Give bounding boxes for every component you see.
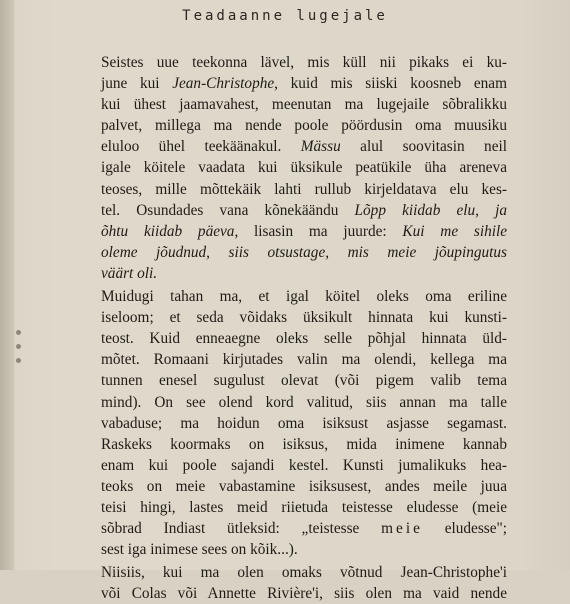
italic-text: Jean-Christophe [172,75,275,93]
text-line [75,476,507,497]
text-run: kui ühest jaamavahest, meenutan ma lugejaile sõbralikku [101,96,507,114]
text-run: Raskeks koormaks on isiksus, mida inimene kannab [101,435,507,453]
text-run: teost. Kuid enneaegne oleks selle põhjal hinnata üld- [101,330,507,348]
text-line [75,242,507,263]
binding-stitch [16,344,21,349]
text-line [75,94,507,115]
text-line [75,349,507,370]
body-text [75,52,507,604]
text-run: sõbrad Indiast ütleksid: „teistesse [101,520,382,538]
text-line [75,200,507,221]
text-run: sest iga inimese sees on kõik...). [101,541,298,559]
running-header: Teadaanne lugejale [182,8,388,24]
text-line [75,115,507,136]
italic-text: õhtu kiidab päeva [101,222,235,240]
text-line [75,583,507,604]
paragraph [75,52,507,284]
text-run: tunnen enesel sugulust olevat (või pigem valib tema [101,372,507,390]
text-line [75,136,507,157]
text-run: mõtet. Romaani kirjutades valin ma olendi, kellega ma [101,351,507,369]
text-run: june kui [101,75,173,93]
text-run: teoks on meie vabastamine isiksusest, andes meile juua [101,477,507,495]
text-run: vabaduse; ma hoidun oma isiksust asjasse segamast. [101,414,507,432]
text-line [75,73,507,94]
text-line [75,370,507,391]
text-line [75,392,507,413]
text-run: Muidugi tahan ma, et igal köitel oleks oma eriline [101,288,507,306]
text-run: , lisasin ma juurde: [234,222,403,240]
text-line [75,286,507,307]
text-line [75,562,507,583]
text-line [75,221,507,242]
italic-text: Lõpp kiidab elu, ja [354,201,507,219]
text-run: palvet, millega ma nende poole pöördusin oma muusiku [101,117,507,135]
text-run: mind). On see olend kord valitud, siis annan ma talle [101,393,507,411]
paragraph [75,286,507,560]
binding-stitch [16,358,21,363]
text-run: , kuid mis siiski koosneb enam [274,75,507,93]
text-line [75,455,507,476]
text-run: Niisiis, kui ma olen omaks võtnud Jean-Christophe'i [101,564,507,582]
text-run: iseloom; et seda võidaks üksikult hinnata kui kunsti- [101,309,507,327]
italic-text: oleme jõudnud, siis otsustage, mis meie jõupingutus [101,243,507,261]
page-binding [0,0,14,570]
text-line [75,518,507,539]
italic-text: Kui me sihile [402,222,508,240]
text-line [75,307,507,328]
text-run: eluloo ühel teekäänakul. [101,138,301,156]
text-line [75,179,507,200]
text-run: teisi hingi, lastes meid riietuda teistesse eludesse (meie [101,498,507,516]
text-line [75,434,507,455]
text-run: teoses, mille mõttekäik lahti rullub kirjeldatava elu kes- [101,180,507,198]
text-line [75,413,507,434]
italic-text: väärt oli. [101,264,158,282]
italic-text: Mässu [300,138,341,156]
text-line [75,328,507,349]
text-line [75,263,507,284]
text-run: igale köitele vaadata kui üksikule peatükile üha areneva [101,159,507,177]
paragraph [75,562,507,604]
binding-stitch [16,330,21,335]
text-line [75,157,507,178]
text-line [75,52,507,73]
text-run: Seistes uue teekonna lävel, mis küll nii pikaks ei ku- [101,54,507,71]
text-run: tel. Osundades vana kõnekäändu [101,201,355,219]
text-line [75,497,507,518]
text-run: alul soovitasin neil [340,138,507,156]
text-run: või Colas või Annette Rivière'i, siis olen ma vaid nende [101,585,507,603]
text-run: eludesse"; [422,520,508,538]
spaced-text: meie [381,520,423,538]
text-run: enam kui poole sajandi kestel. Kunsti jumalikuks hea- [101,456,507,474]
text-line [75,539,507,560]
